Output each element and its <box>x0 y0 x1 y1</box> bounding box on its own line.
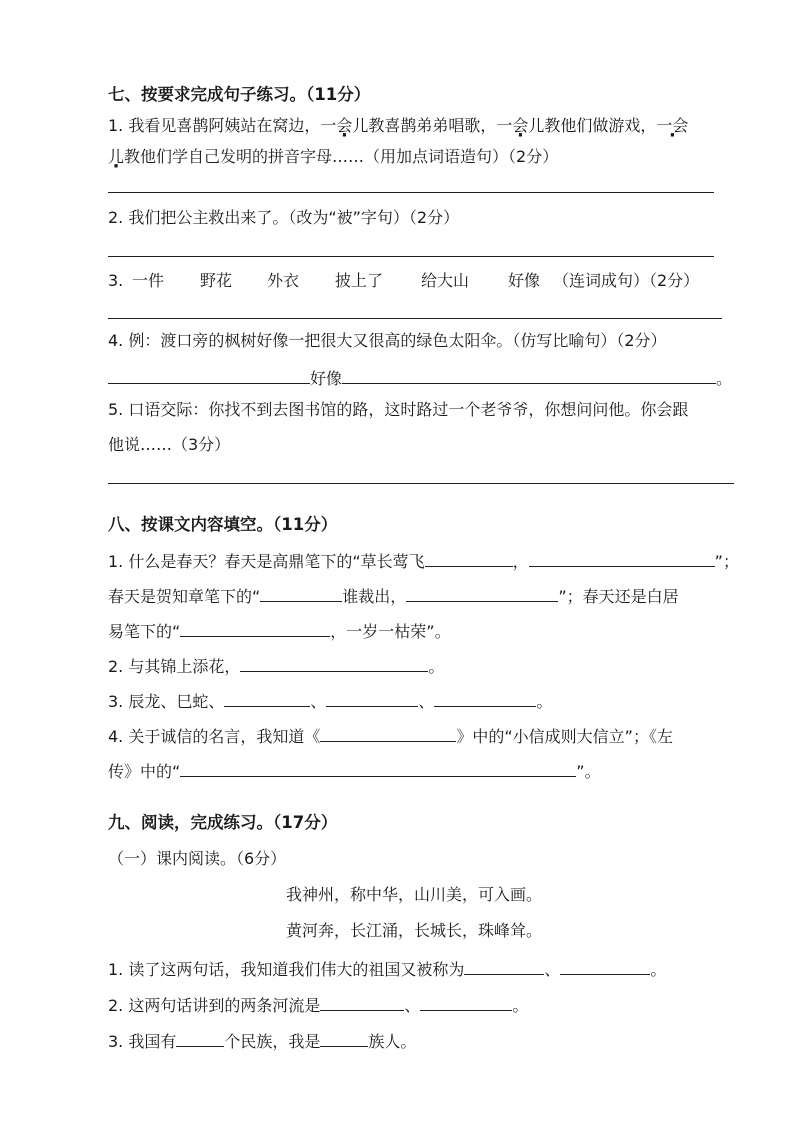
s7-q1-text-c: 教喜鹊弟弟唱歌， <box>368 116 497 135</box>
s8-q1-comma: ， <box>512 552 529 571</box>
s8-q1-line2 <box>108 585 679 608</box>
s9-q1-sep: 、 <box>544 960 561 979</box>
s9-q2 <box>108 994 528 1017</box>
s8-q3-sep: 、 <box>418 692 435 711</box>
s8-q4-text-a: 4. 关于诚信的名言，我知道《 <box>108 727 321 746</box>
s8-q1-text-a: 1. 什么是春天？春天是高鼎笔下的“草长莺飞 <box>108 552 425 571</box>
s8-q4-text-d: ”。 <box>576 762 601 781</box>
s7-q1-line2 <box>108 146 558 168</box>
s8-q1-blank-5[interactable] <box>180 620 330 637</box>
section-7-title: 七、按要求完成句子练习。（11分） <box>108 85 371 104</box>
s8-q4-line2 <box>108 760 601 783</box>
s9-poem-line-2: 黄河奔，长江涌，长城长，珠峰耸。 <box>286 921 543 940</box>
s8-q2-end: 。 <box>428 657 445 676</box>
section-8-title: 八、按课文内容填空。（11分） <box>108 515 338 534</box>
s7-q1-answer-line[interactable] <box>108 192 714 193</box>
s8-q4-line1 <box>108 725 673 748</box>
s7-q1-dotted-word-3: 一会 <box>656 116 689 135</box>
s7-q1-dotted-word-3-end: 儿 <box>108 147 125 166</box>
s7-q3-answer-line[interactable] <box>108 318 722 319</box>
s8-q1-text-c1: 易笔下的“ <box>108 622 181 641</box>
s9-q1-text: 1. 读了这两句话，我知道我们伟大的祖国又被称为 <box>108 960 465 979</box>
s8-q2-text: 2. 与其锦上添花， <box>108 657 241 676</box>
s7-q4-mid: 好像 <box>310 369 343 388</box>
s7-q1-dotted-word-2: 一会儿 <box>496 116 545 135</box>
s8-q3-text: 3. 辰龙、巳蛇、 <box>108 692 225 711</box>
s8-q3-blank-1[interactable] <box>224 690 310 707</box>
s9-q1-end: 。 <box>650 960 667 979</box>
s8-q1-blank-3[interactable] <box>260 585 342 602</box>
s9-q1 <box>108 958 666 981</box>
s7-q3-word: 披上了 <box>335 271 384 290</box>
s7-q4: 4. 例：渡口旁的枫树好像一把很大又很高的绿色太阳伞。（仿写比喻句）（2分） <box>108 331 667 350</box>
s9-q2-end: 。 <box>512 996 529 1015</box>
s9-q3-blank-2[interactable] <box>320 1030 368 1047</box>
s7-q1-text-e: 教他们做游戏， <box>544 116 657 135</box>
s7-q3-word: 一件 <box>132 271 165 290</box>
s8-q4-blank-2[interactable] <box>180 760 576 777</box>
s9-q3 <box>108 1030 416 1053</box>
s7-q5-answer-line[interactable] <box>108 483 734 484</box>
s8-q3-blank-3[interactable] <box>434 690 536 707</box>
s7-q3-word: 外衣 <box>267 271 300 290</box>
s9-q3-text-a: 3. 我国有 <box>108 1032 177 1051</box>
s7-q5-line1: 5. 口语交际：你找不到去图书馆的路，这时路过一个老爷爷，你想问问他。你会跟 <box>108 400 689 419</box>
s7-q4-blank-2[interactable] <box>342 367 716 384</box>
s7-q1-text-h: 教他们学自己发明的拼音字母……（用加点词语造句）（2分） <box>124 147 559 166</box>
s9-subsection-title: （一）课内阅读。（6分） <box>108 849 287 868</box>
s9-q3-text-c: 族人。 <box>368 1032 417 1051</box>
s7-q2-answer-line[interactable] <box>108 256 714 257</box>
s8-q1-blank-2[interactable] <box>529 550 715 567</box>
s8-q1-blank-1[interactable] <box>425 550 513 567</box>
s8-q4-text-c: 传》中的“ <box>108 762 181 781</box>
s8-q1-line1 <box>108 550 739 573</box>
s8-q4-blank-1[interactable] <box>320 725 456 742</box>
section-9-title: 九、阅读，完成练习。（17分） <box>108 813 338 832</box>
s8-q2-blank[interactable] <box>240 655 428 672</box>
s7-q3-task: （连词成句）（2分） <box>553 271 700 290</box>
s9-q2-blank-1[interactable] <box>320 994 404 1011</box>
s9-q3-text-b: 个民族，我是 <box>224 1032 321 1051</box>
s7-q4-fill-line <box>108 367 732 390</box>
s7-q4-end: 。 <box>716 369 733 388</box>
s8-q1-end: ”； <box>714 552 739 571</box>
s7-q3-word: 给大山 <box>421 271 470 290</box>
s9-poem-line-1: 我神州，称中华，山川美，可入画。 <box>286 885 543 904</box>
s7-q1-line1 <box>108 115 688 137</box>
s7-q3-word: 好像 <box>508 271 541 290</box>
s8-q3 <box>108 690 552 713</box>
s7-q1-text-a: 1. 我看见喜鹊阿姨站在窝边， <box>108 116 321 135</box>
s8-q1-blank-4[interactable] <box>406 585 558 602</box>
s9-q1-blank-2[interactable] <box>560 958 650 975</box>
s9-q1-blank-1[interactable] <box>464 958 544 975</box>
s7-q4-blank-1[interactable] <box>108 367 310 384</box>
s8-q1-text-b3: ”；春天还是白居 <box>558 587 679 606</box>
s8-q1-text-b1: 春天是贺知章笔下的“ <box>108 587 261 606</box>
s7-q5-line2: 他说……（3分） <box>108 435 231 454</box>
s8-q3-end: 。 <box>536 692 553 711</box>
s8-q1-line3 <box>108 620 451 643</box>
s8-q1-text-b2: 谁裁出， <box>342 587 407 606</box>
s7-q2: 2. 我们把公主救出来了。（改为“被”字句）（2分） <box>108 208 460 227</box>
s8-q3-sep: 、 <box>310 692 327 711</box>
s8-q2 <box>108 655 444 678</box>
s8-q3-blank-2[interactable] <box>326 690 418 707</box>
s9-q2-blank-2[interactable] <box>420 994 512 1011</box>
s9-q2-text: 2. 这两句话讲到的两条河流是 <box>108 996 321 1015</box>
s9-q2-sep: 、 <box>404 996 421 1015</box>
s7-q1-dotted-word-1: 一会儿 <box>320 116 369 135</box>
s7-q3-word: 野花 <box>200 271 233 290</box>
s7-q3-num: 3. <box>108 271 124 290</box>
s8-q4-text-b: 》中的“小信成则大信立”；《左 <box>456 727 673 746</box>
s8-q1-text-c2: ，一岁一枯荣”。 <box>330 622 451 641</box>
s9-q3-blank-1[interactable] <box>176 1030 224 1047</box>
